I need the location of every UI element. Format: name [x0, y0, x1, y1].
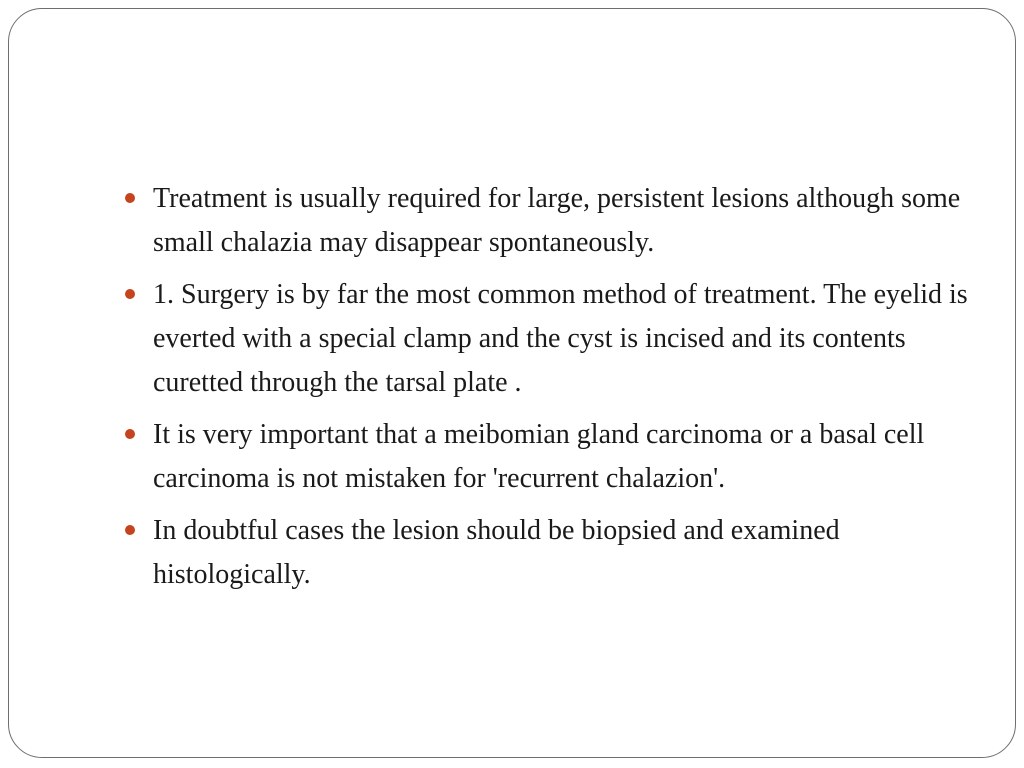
- bullet-text: Treatment is usually required for large, persistent lesions although some small chalazia may disappear spontaneously.: [153, 183, 961, 258]
- bullet-item: [121, 177, 991, 265]
- bullet-item: [121, 413, 991, 501]
- bullet-list: [121, 177, 991, 605]
- bullet-dot-icon: [125, 429, 135, 439]
- bullet-item: [121, 509, 991, 597]
- bullet-text: It is very important that a meibomian gland carcinoma or a basal cell carcinoma is not mistaken for 'recurrent chalazion'.: [153, 419, 925, 494]
- bullet-item: [121, 273, 991, 405]
- bullet-dot-icon: [125, 193, 135, 203]
- bullet-text: 1. Surgery is by far the most common method of treatment. The eyelid is everted with a special clamp and the cyst is incised and its contents curetted through the tarsal plate .: [153, 279, 968, 398]
- slide-frame: [8, 8, 1016, 758]
- bullet-dot-icon: [125, 525, 135, 535]
- bullet-text: In doubtful cases the lesion should be biopsied and examined histologically.: [153, 515, 840, 590]
- bullet-dot-icon: [125, 289, 135, 299]
